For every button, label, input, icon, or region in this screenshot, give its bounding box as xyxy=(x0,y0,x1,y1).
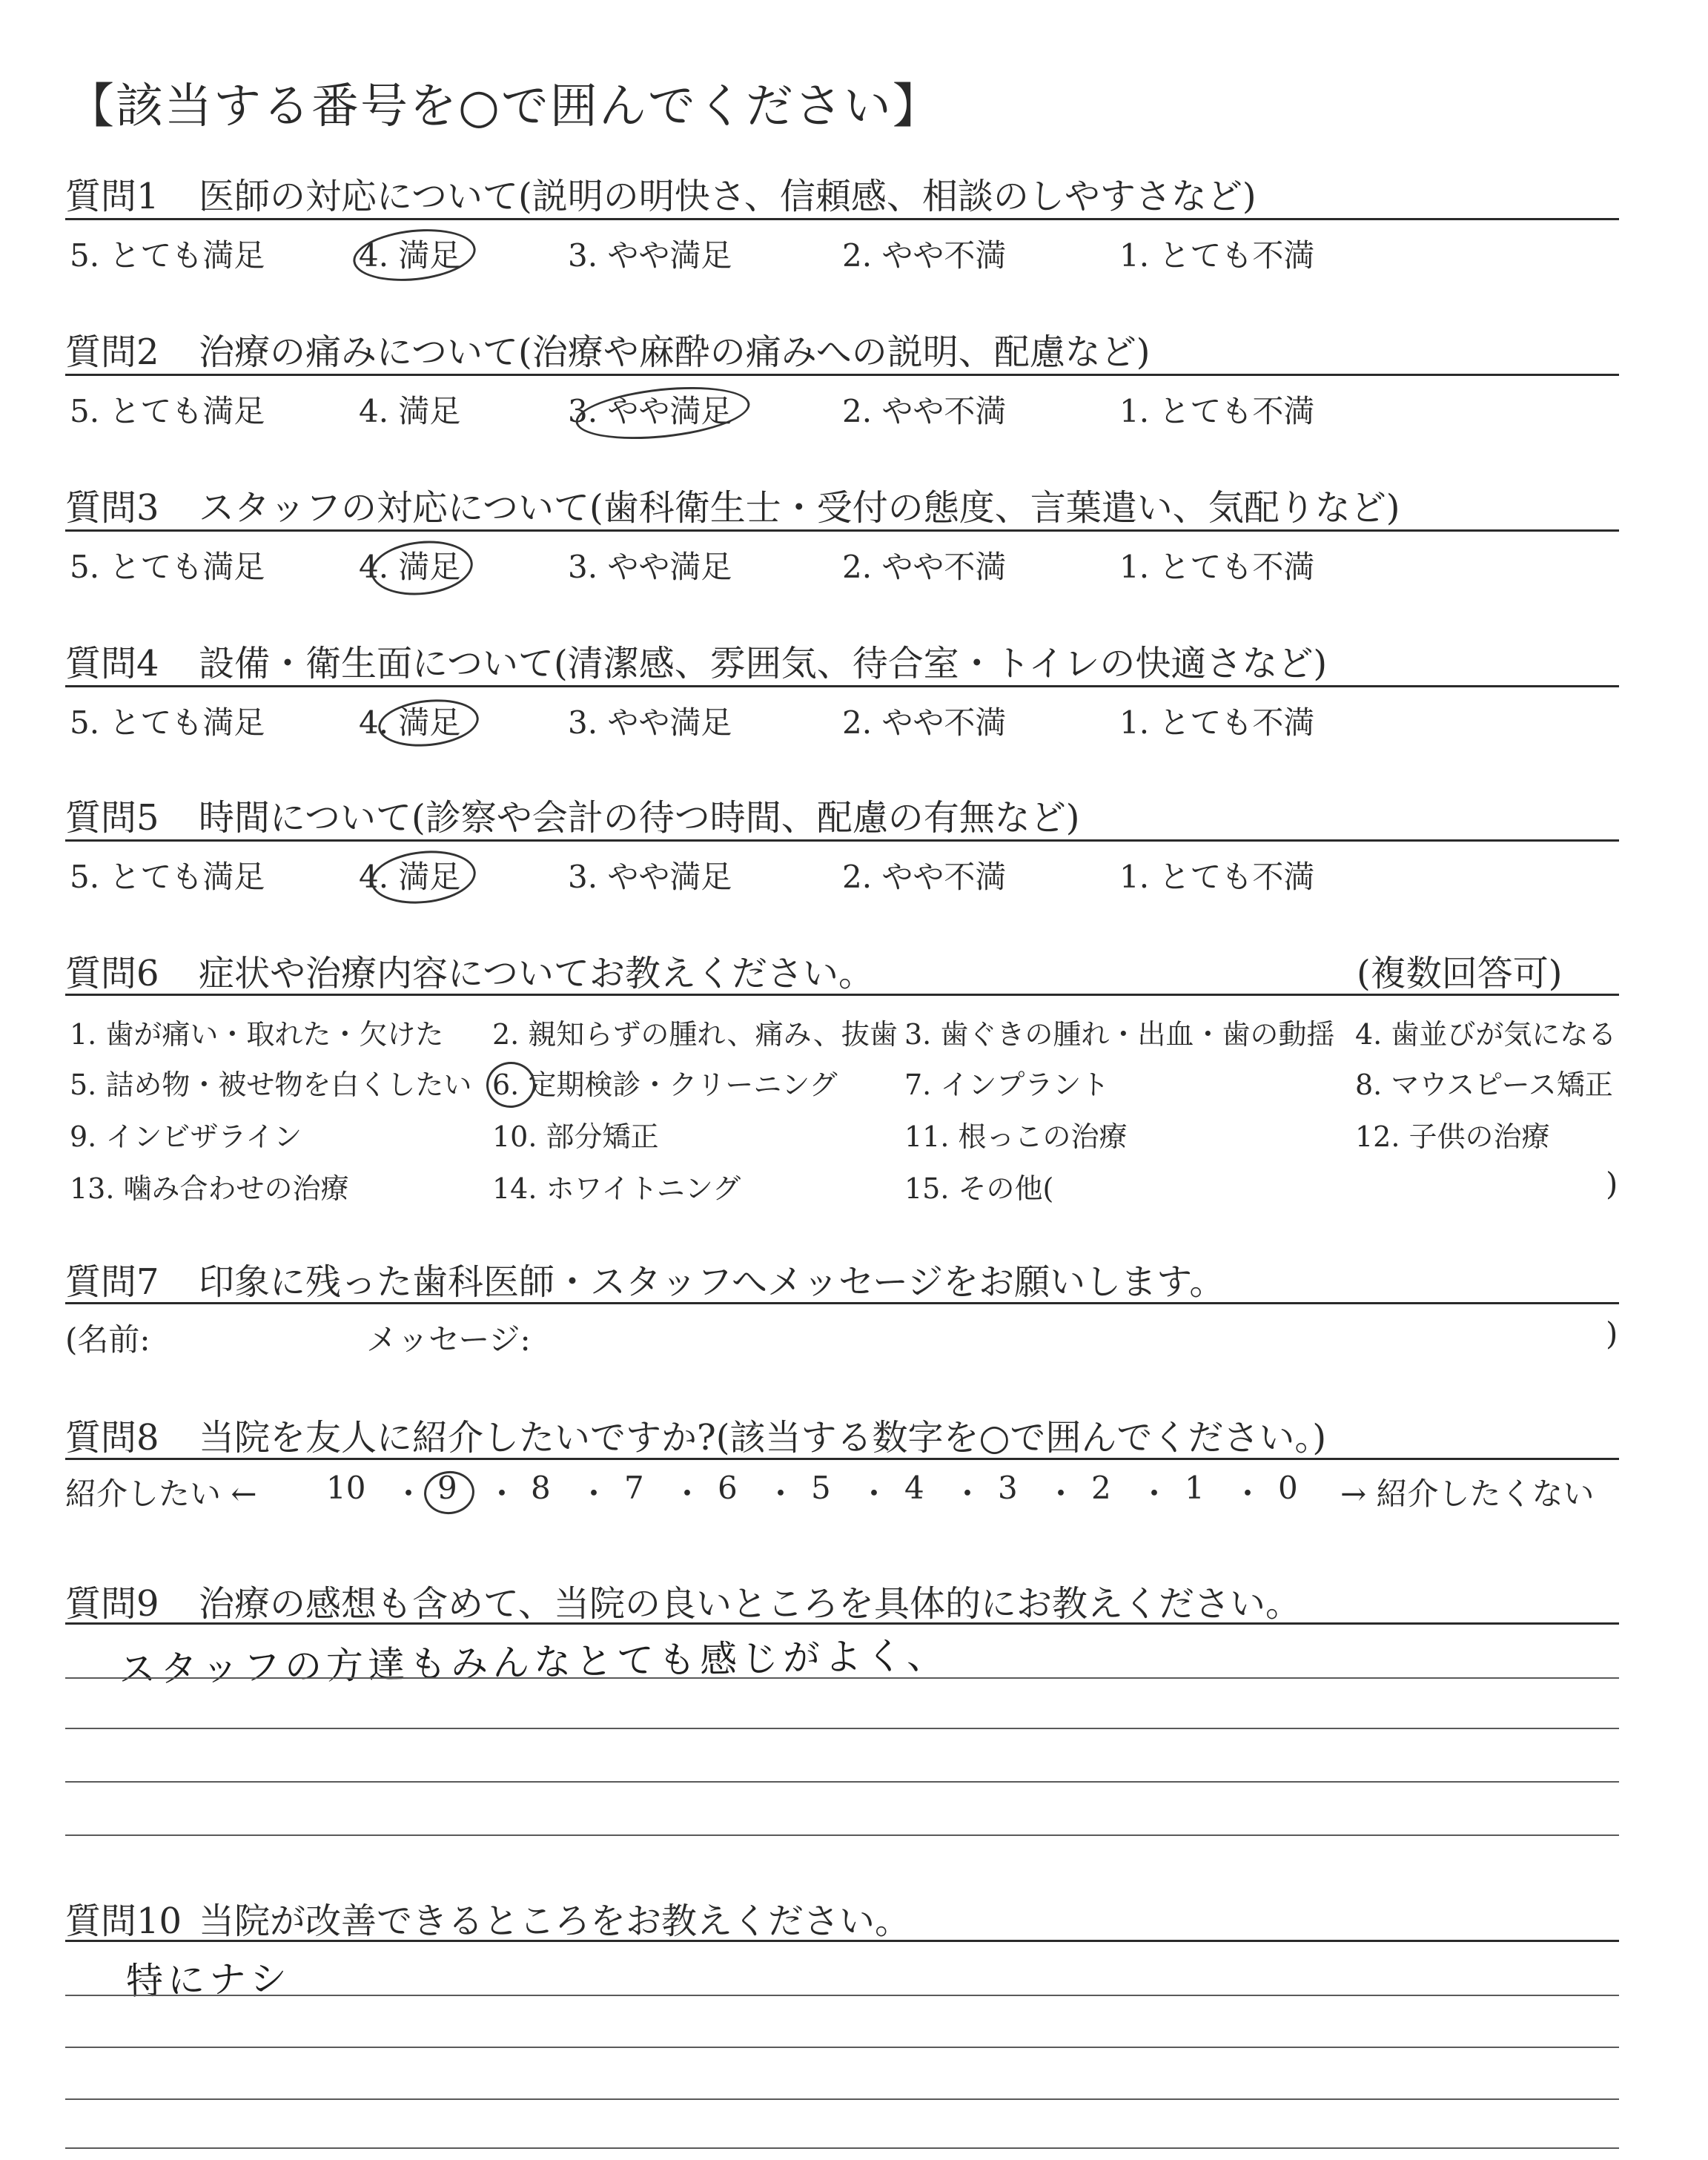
question-2 xyxy=(65,323,1151,374)
scale-10[interactable]: 10 xyxy=(326,1470,366,1506)
question-text: 当院が改善できるところをお教えください。 xyxy=(199,1900,911,1942)
question-rule xyxy=(65,1622,1619,1625)
question-rule xyxy=(65,839,1619,842)
q6-option-8[interactable]: 8. マウスピース矯正 xyxy=(1355,1069,1613,1101)
question-text: 医師の対応について(説明の明快さ、信頼感、相談のしやすさなど) xyxy=(199,176,1257,217)
question-number: 質問2 xyxy=(65,331,159,373)
q9-handwritten-answer[interactable]: スタッフの方達もみんなとても感じがよく、 xyxy=(118,1634,949,1691)
question-3 xyxy=(65,479,1400,530)
q4-option-4[interactable]: 4. 満足 xyxy=(359,704,461,741)
q6-option-3[interactable]: 3. 歯ぐきの腫れ・出血・歯の動揺 xyxy=(904,1018,1335,1051)
scale-separator: ・ xyxy=(393,1476,425,1512)
referral-right-label: → 紹介したくない xyxy=(1340,1476,1595,1512)
question-6 xyxy=(65,945,874,996)
q4-option-1[interactable]: 1. とても不満 xyxy=(1119,704,1315,741)
answer-line xyxy=(65,1677,1619,1679)
referral-left-label: 紹介したい ← xyxy=(65,1476,257,1512)
answer-circle xyxy=(422,1469,477,1517)
q1-option-4[interactable]: 4. 満足 xyxy=(359,237,461,274)
q5-option-3[interactable]: 3. やや満足 xyxy=(568,859,732,895)
question-text: スタッフの対応について(歯科衛生士・受付の態度、言葉遣い、気配りなど) xyxy=(199,487,1400,529)
q4-option-3[interactable]: 3. やや満足 xyxy=(568,704,732,741)
scale-separator: ・ xyxy=(672,1476,704,1512)
q6-option-4[interactable]: 4. 歯並びが気になる xyxy=(1355,1018,1617,1051)
scale-separator: ・ xyxy=(578,1476,610,1512)
question-text: 症状や治療内容についてお教えください。 xyxy=(199,953,875,994)
answer-line xyxy=(65,1781,1619,1783)
q6-option-5[interactable]: 5. 詰め物・被せ物を白くしたい xyxy=(70,1069,472,1101)
q1-option-1[interactable]: 1. とても不満 xyxy=(1119,237,1315,274)
name-label: (名前: xyxy=(65,1321,150,1358)
q6-option-12[interactable]: 12. 子供の治療 xyxy=(1355,1120,1550,1153)
q6-option-15[interactable]: 15. その他( xyxy=(904,1172,1054,1205)
question-text: 治療の感想も含めて、当院の良いところを具体的にお教えください。 xyxy=(199,1583,1302,1625)
message-label: メッセージ: xyxy=(366,1321,531,1358)
question-9 xyxy=(65,1575,1301,1626)
q6-option-14[interactable]: 14. ホワイトニング xyxy=(492,1172,741,1205)
question-rule xyxy=(65,1302,1619,1304)
q1-option-2[interactable]: 2. やや不満 xyxy=(842,237,1007,274)
q5-option-1[interactable]: 1. とても不満 xyxy=(1119,859,1315,895)
q6-option-2[interactable]: 2. 親知らずの腫れ、痛み、抜歯 xyxy=(492,1018,898,1051)
question-text: 設備・衛生面について(清潔感、雰囲気、待合室・トイレの快適さなど) xyxy=(199,643,1328,684)
q3-option-3[interactable]: 3. やや満足 xyxy=(568,549,732,585)
scale-5[interactable]: 5 xyxy=(811,1470,831,1506)
question-number: 質問6 xyxy=(65,953,159,994)
form-title: 【該当する番号を○で囲んでください】 xyxy=(67,79,941,134)
q3-option-1[interactable]: 1. とても不満 xyxy=(1119,549,1315,585)
question-5 xyxy=(65,789,1080,840)
scale-separator: ・ xyxy=(1139,1476,1171,1512)
question-8 xyxy=(65,1409,1326,1460)
q6-option-13[interactable]: 13. 噛み合わせの治療 xyxy=(70,1172,349,1205)
message-close-paren: ) xyxy=(1606,1315,1618,1352)
q4-option-2[interactable]: 2. やや不満 xyxy=(842,704,1007,741)
question-number: 質問5 xyxy=(65,797,159,839)
scale-3[interactable]: 3 xyxy=(998,1470,1018,1506)
q4-option-5[interactable]: 5. とても満足 xyxy=(70,704,265,741)
scale-2[interactable]: 2 xyxy=(1091,1470,1111,1506)
scale-6[interactable]: 6 xyxy=(718,1470,738,1506)
question-4 xyxy=(65,635,1327,686)
q2-option-3[interactable]: 3. やや満足 xyxy=(568,393,732,429)
answer-line xyxy=(65,2098,1619,2100)
question-text: 治療の痛みについて(治療や麻酔の痛みへの説明、配慮など) xyxy=(199,331,1151,373)
q6-option-1[interactable]: 1. 歯が痛い・取れた・欠けた xyxy=(70,1018,444,1051)
scale-separator: ・ xyxy=(765,1476,797,1512)
question-rule xyxy=(65,374,1619,376)
q3-option-2[interactable]: 2. やや不満 xyxy=(842,549,1007,585)
scale-7[interactable]: 7 xyxy=(624,1470,644,1506)
question-number: 質問7 xyxy=(65,1261,159,1303)
question-rule xyxy=(65,529,1619,532)
question-number: 質問4 xyxy=(65,643,159,684)
q1-option-5[interactable]: 5. とても満足 xyxy=(70,237,265,274)
q5-option-4[interactable]: 4. 満足 xyxy=(359,859,461,895)
question-rule xyxy=(65,685,1619,687)
q6-option-10[interactable]: 10. 部分矯正 xyxy=(492,1120,659,1153)
question-rule xyxy=(65,1940,1619,1942)
q3-option-5[interactable]: 5. とても満足 xyxy=(70,549,265,585)
scale-separator: ・ xyxy=(1045,1476,1077,1512)
q5-option-5[interactable]: 5. とても満足 xyxy=(70,859,265,895)
scale-1[interactable]: 1 xyxy=(1185,1470,1205,1506)
question-text: 印象に残った歯科医師・スタッフへメッセージをお願いします。 xyxy=(199,1261,1225,1303)
question-10 xyxy=(65,1892,910,1943)
q3-option-4[interactable]: 4. 満足 xyxy=(359,549,461,585)
q6-option-9[interactable]: 9. インビザライン xyxy=(70,1120,302,1153)
question-number: 質問10 xyxy=(65,1900,182,1942)
q2-option-4[interactable]: 4. 満足 xyxy=(359,393,461,429)
multiple-answer-note: (複数回答可) xyxy=(1357,953,1563,994)
q6-option-7[interactable]: 7. インプラント xyxy=(904,1069,1110,1101)
scale-4[interactable]: 4 xyxy=(904,1470,924,1506)
q2-option-1[interactable]: 1. とても不満 xyxy=(1119,393,1315,429)
question-7 xyxy=(65,1253,1225,1304)
answer-line xyxy=(65,2147,1619,2149)
q5-option-2[interactable]: 2. やや不満 xyxy=(842,859,1007,895)
question-number: 質問3 xyxy=(65,487,159,529)
scale-9[interactable]: 9 xyxy=(437,1470,457,1506)
question-rule xyxy=(65,994,1619,996)
q10-handwritten-answer[interactable]: 特にナシ xyxy=(125,1957,292,2003)
q2-option-2[interactable]: 2. やや不満 xyxy=(842,393,1007,429)
scale-separator: ・ xyxy=(1232,1476,1264,1512)
q6-option-6[interactable]: 6. 定期検診・クリーニング xyxy=(492,1069,838,1101)
scale-8[interactable]: 8 xyxy=(531,1470,551,1506)
scale-separator: ・ xyxy=(858,1476,890,1512)
q6-option-11[interactable]: 11. 根っこの治療 xyxy=(904,1120,1128,1153)
q1-option-3[interactable]: 3. やや満足 xyxy=(568,237,732,274)
question-number: 質問1 xyxy=(65,176,159,217)
question-rule xyxy=(65,1458,1619,1460)
question-text: 時間について(診察や会計の待つ時間、配慮の有無など) xyxy=(199,797,1080,839)
answer-line xyxy=(65,1834,1619,1836)
scale-0[interactable]: 0 xyxy=(1278,1470,1298,1506)
question-1 xyxy=(65,168,1257,219)
question-number: 質問8 xyxy=(65,1417,159,1459)
answer-line xyxy=(65,1995,1619,1996)
answer-line xyxy=(65,1728,1619,1729)
other-close-paren: ) xyxy=(1606,1166,1618,1202)
question-text: 当院を友人に紹介したいですか?(該当する数字を○で囲んでください。) xyxy=(199,1417,1327,1459)
q2-option-5[interactable]: 5. とても満足 xyxy=(70,393,265,429)
scale-separator: ・ xyxy=(952,1476,984,1512)
scale-separator: ・ xyxy=(486,1476,518,1512)
question-rule xyxy=(65,218,1619,220)
answer-line xyxy=(65,2047,1619,2048)
question-number: 質問9 xyxy=(65,1583,159,1625)
